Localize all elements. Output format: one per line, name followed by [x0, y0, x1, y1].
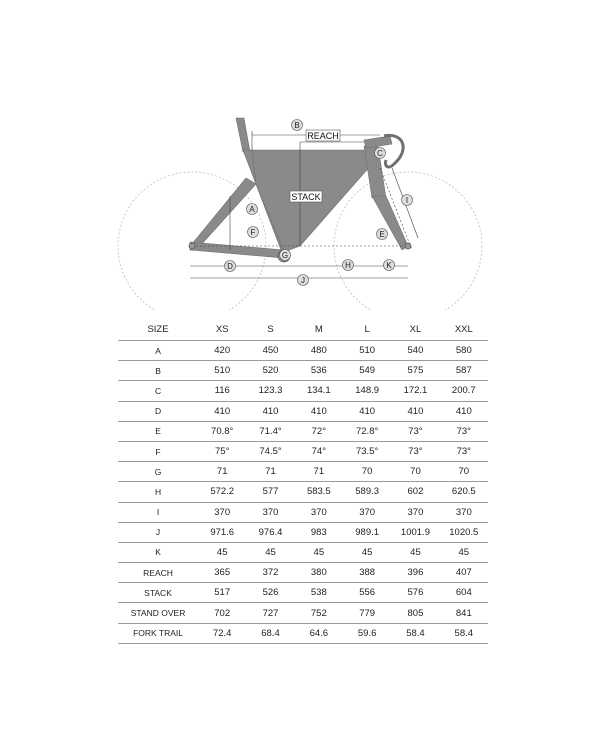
table-row: [118, 583, 488, 603]
table-row: [118, 381, 488, 401]
table-cell: 71: [198, 462, 246, 482]
table-cell: 420: [198, 341, 246, 361]
table-cell: 370: [295, 502, 343, 522]
table-cell: 587: [440, 361, 488, 381]
table-cell: 134.1: [295, 381, 343, 401]
svg-text:B: B: [294, 121, 300, 130]
table-cell: 72.8°: [343, 421, 391, 441]
front-axle: [405, 243, 411, 249]
marker-f: [248, 227, 259, 238]
table-cell: 45: [246, 542, 294, 562]
row-label: B: [118, 361, 198, 381]
table-cell: 380: [295, 563, 343, 583]
table-cell: 805: [391, 603, 439, 623]
row-label: F: [118, 441, 198, 461]
table-cell: 45: [198, 542, 246, 562]
table-cell: 841: [440, 603, 488, 623]
table-cell: 971.6: [198, 522, 246, 542]
table-cell: 75°: [198, 441, 246, 461]
table-row: [118, 421, 488, 441]
table-cell: 388: [343, 563, 391, 583]
row-label: A: [118, 341, 198, 361]
table-cell: 575: [391, 361, 439, 381]
table-cell: 536: [295, 361, 343, 381]
table-row: [118, 462, 488, 482]
row-label: D: [118, 401, 198, 421]
rear-axle: [189, 243, 195, 249]
header-m: M: [295, 318, 343, 341]
table-cell: 577: [246, 482, 294, 502]
table-cell: 410: [343, 401, 391, 421]
table-cell: 983: [295, 522, 343, 542]
table-cell: 576: [391, 583, 439, 603]
marker-c: [375, 148, 386, 159]
table-cell: 480: [295, 341, 343, 361]
table-cell: 71.4°: [246, 421, 294, 441]
table-cell: 64.6: [295, 623, 343, 643]
marker-j-upper: [402, 195, 413, 206]
row-label: STACK: [118, 583, 198, 603]
table-cell: 779: [343, 603, 391, 623]
svg-text:H: H: [345, 261, 351, 270]
bike-geometry-diagram: [0, 0, 600, 310]
table-cell: 604: [440, 583, 488, 603]
table-cell: 73°: [440, 441, 488, 461]
table-cell: 72.4: [198, 623, 246, 643]
table-cell: 580: [440, 341, 488, 361]
row-label: G: [118, 462, 198, 482]
table-cell: 372: [246, 563, 294, 583]
table-cell: 752: [295, 603, 343, 623]
table-cell: 510: [198, 361, 246, 381]
table-cell: 370: [246, 502, 294, 522]
table-cell: 410: [295, 401, 343, 421]
table-cell: 396: [391, 563, 439, 583]
table-cell: 572.2: [198, 482, 246, 502]
table-cell: 370: [343, 502, 391, 522]
table-header-row: [118, 318, 488, 341]
geometry-table: [118, 318, 488, 644]
table-row: [118, 502, 488, 522]
svg-text:REACH: REACH: [307, 131, 339, 141]
table-cell: 520: [246, 361, 294, 381]
header-xl: XL: [391, 318, 439, 341]
row-label: FORK TRAIL: [118, 623, 198, 643]
table-cell: 70: [391, 462, 439, 482]
table-cell: 365: [198, 563, 246, 583]
table-cell: 1001.9: [391, 522, 439, 542]
marker-d: [225, 261, 236, 272]
svg-text:A: A: [249, 205, 255, 214]
row-label: C: [118, 381, 198, 401]
marker-e: [377, 229, 388, 240]
table-cell: 517: [198, 583, 246, 603]
table-cell: 71: [246, 462, 294, 482]
table-cell: 989.1: [343, 522, 391, 542]
svg-text:E: E: [379, 230, 385, 239]
table-cell: 70: [343, 462, 391, 482]
table-cell: 410: [391, 401, 439, 421]
header-l: L: [343, 318, 391, 341]
row-label: E: [118, 421, 198, 441]
table-cell: 73°: [440, 421, 488, 441]
table-cell: 200.7: [440, 381, 488, 401]
table-cell: 71: [295, 462, 343, 482]
table-cell: 70.8°: [198, 421, 246, 441]
marker-reach: [306, 130, 340, 141]
svg-text:C: C: [377, 149, 383, 158]
svg-text:K: K: [386, 261, 392, 270]
table-row: [118, 542, 488, 562]
header-s: S: [246, 318, 294, 341]
svg-text:J: J: [301, 276, 305, 285]
row-label: J: [118, 522, 198, 542]
table-cell: 73°: [391, 421, 439, 441]
table-cell: 549: [343, 361, 391, 381]
header-xs: XS: [198, 318, 246, 341]
table-cell: 58.4: [391, 623, 439, 643]
svg-text:F: F: [250, 228, 256, 237]
row-label: H: [118, 482, 198, 502]
table-cell: 74.5°: [246, 441, 294, 461]
table-cell: 583.5: [295, 482, 343, 502]
table-row: [118, 341, 488, 361]
table-cell: 58.4: [440, 623, 488, 643]
svg-text:STACK: STACK: [291, 192, 321, 202]
table-cell: 538: [295, 583, 343, 603]
table-cell: 123.3: [246, 381, 294, 401]
marker-g: [280, 250, 291, 261]
marker-stack: [290, 191, 322, 202]
table-row: [118, 361, 488, 381]
table-cell: 370: [198, 502, 246, 522]
table-cell: 45: [295, 542, 343, 562]
table-cell: 73.5°: [343, 441, 391, 461]
marker-k: [384, 260, 395, 271]
table-row: [118, 522, 488, 542]
table-cell: 45: [391, 542, 439, 562]
table-cell: 410: [198, 401, 246, 421]
table-cell: 45: [440, 542, 488, 562]
marker-b: [292, 120, 303, 131]
table-cell: 620.5: [440, 482, 488, 502]
table-row: [118, 563, 488, 583]
table-cell: 589.3: [343, 482, 391, 502]
table-cell: 72°: [295, 421, 343, 441]
row-label: STAND OVER: [118, 603, 198, 623]
header-xxl: XXL: [440, 318, 488, 341]
table-row: [118, 603, 488, 623]
table-cell: 172.1: [391, 381, 439, 401]
table-cell: 70: [440, 462, 488, 482]
row-label: K: [118, 542, 198, 562]
table-cell: 370: [440, 502, 488, 522]
table-cell: 148.9: [343, 381, 391, 401]
bike-frame: [190, 118, 408, 258]
row-label: I: [118, 502, 198, 522]
svg-text:G: G: [281, 251, 289, 260]
table-cell: 45: [343, 542, 391, 562]
marker-h: [343, 260, 354, 271]
table-cell: 73°: [391, 441, 439, 461]
table-cell: 410: [246, 401, 294, 421]
marker-a: [247, 204, 258, 215]
table-cell: 556: [343, 583, 391, 603]
table-cell: 116: [198, 381, 246, 401]
table-cell: 1020.5: [440, 522, 488, 542]
table-cell: 407: [440, 563, 488, 583]
table-cell: 602: [391, 482, 439, 502]
table-cell: 976.4: [246, 522, 294, 542]
row-label: REACH: [118, 563, 198, 583]
table-cell: 727: [246, 603, 294, 623]
marker-j: [298, 275, 309, 286]
table-row: [118, 441, 488, 461]
front-wheel: [334, 172, 482, 310]
table-cell: 510: [343, 341, 391, 361]
table-row: [118, 482, 488, 502]
table-cell: 59.6: [343, 623, 391, 643]
svg-text:D: D: [227, 262, 233, 271]
table-cell: 702: [198, 603, 246, 623]
table-row: [118, 401, 488, 421]
table-cell: 74°: [295, 441, 343, 461]
header-size: SIZE: [118, 318, 198, 341]
table-cell: 410: [440, 401, 488, 421]
table-cell: 450: [246, 341, 294, 361]
table-row: [118, 623, 488, 643]
svg-text:I: I: [405, 196, 409, 205]
table-cell: 526: [246, 583, 294, 603]
table-cell: 68.4: [246, 623, 294, 643]
table-cell: 540: [391, 341, 439, 361]
table-cell: 370: [391, 502, 439, 522]
